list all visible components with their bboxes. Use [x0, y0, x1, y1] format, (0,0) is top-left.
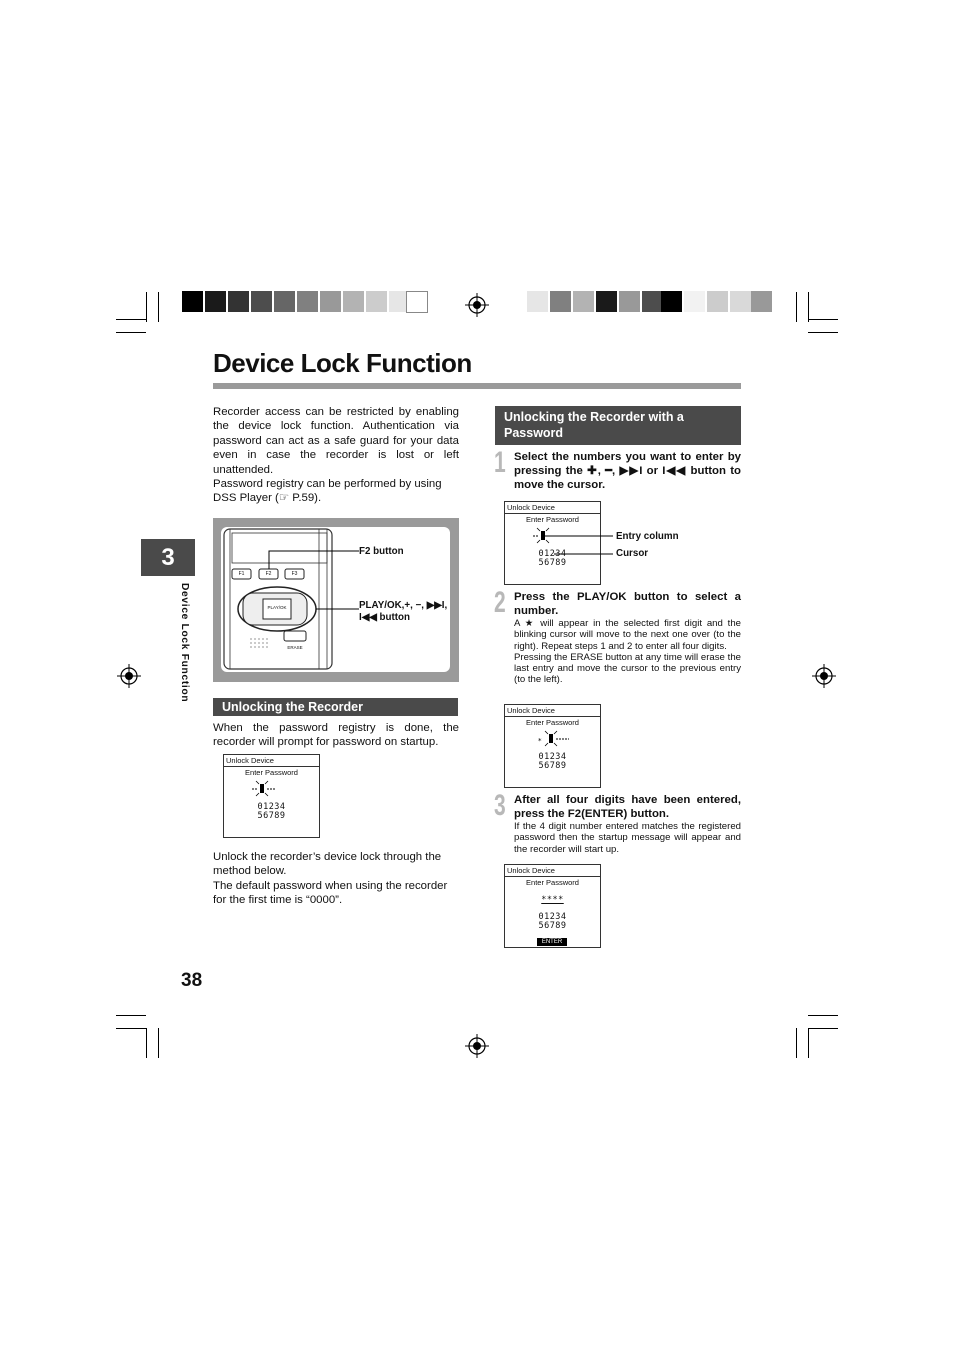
lcd-subtitle: Enter Password: [526, 515, 579, 524]
step-heading: Select the numbers you want to enter by pressing the ✚, ━, ▶▶I or I◀◀ button to move the cursor.: [514, 451, 741, 491]
crop-mark: [116, 1028, 146, 1029]
title-rule: [213, 383, 741, 389]
erase-button-label: ERASE: [287, 645, 303, 650]
lcd-enter-label: ENTER: [537, 938, 567, 946]
crop-mark: [808, 1028, 809, 1058]
lcd-subtitle: Enter Password: [245, 768, 298, 777]
lcd-title: Unlock Device: [505, 705, 600, 717]
crop-mark: [158, 1028, 159, 1058]
play-ok-callout: PLAY/OK,+, −, ▶▶I, I◀◀ button: [359, 600, 448, 623]
unlocking-with-password-header: [495, 406, 741, 445]
blinking-cursor-icon: [535, 730, 571, 748]
step-body: A ★ will appear in the selected first digit and the blinking cursor will move to the next one over (to the right). Repeat steps 1 and 2 to enter all four digits. Pressing the ERASE button at any time will erase the last entry and move the cursor to the previous entry (to the left).: [514, 618, 741, 686]
intro-paragraph: Password registry can be performed by using DSS Player (☞ P.59).: [213, 478, 442, 505]
intro-paragraph: Recorder access can be restricted by enabling the device lock function. Authentication via password can act as a safe guard for your data even in case the recorder is lost or left unattended.: [213, 406, 459, 476]
blinking-cursor-icon: [250, 780, 278, 798]
lcd-digits-row1: 01234: [538, 752, 567, 762]
step-number: 2: [494, 586, 506, 619]
unlocking-desc: When the password registry is done, the recorder will prompt for password on startup.: [213, 722, 459, 749]
svg-text:*: *: [538, 737, 542, 745]
section-title: Unlocking the Recorder with a Password: [504, 410, 684, 440]
step-body: If the 4 digit number entered matches the registered password then the startup message will appear and the recorder will start up.: [514, 821, 741, 855]
crop-mark: [796, 1028, 797, 1058]
unlocking-recorder-header: [213, 698, 458, 716]
crop-mark: [146, 292, 147, 322]
default-password-text: The default password when using the recorder for the first time is “0000”.: [213, 879, 448, 907]
lcd-title: Unlock Device: [505, 502, 600, 514]
lcd-digits-row1: 01234: [538, 912, 567, 922]
crop-mark: [808, 332, 838, 333]
entry-column-label: Entry column: [616, 531, 679, 542]
section-title: Unlocking the Recorder: [222, 700, 363, 714]
lcd-screen: [504, 864, 601, 948]
lcd-digits-row2: 56789: [538, 761, 567, 771]
intro-text: [213, 405, 459, 506]
lcd-subtitle: Enter Password: [526, 878, 579, 887]
recorder-diagram: [213, 518, 459, 682]
page-title: Device Lock Function: [213, 348, 472, 378]
lcd-digits-row2: 56789: [257, 811, 286, 821]
f2-button-callout: F2 button: [359, 546, 404, 557]
lcd-digits-row2: 56789: [538, 921, 567, 931]
registration-mark-icon: [117, 664, 141, 688]
crop-mark: [808, 319, 838, 320]
chapter-tab: 3: [141, 539, 195, 576]
lcd-digits-row1: 01234: [538, 549, 567, 559]
lcd-title: Unlock Device: [224, 755, 319, 767]
lcd-screen: [504, 704, 601, 788]
chapter-side-label: Device Lock Function: [179, 583, 190, 703]
unlocking-after-text: [213, 850, 459, 908]
step-heading: Press the PLAY/OK button to select a number.: [514, 591, 741, 617]
crop-mark: [158, 292, 159, 322]
lcd-entered-password: ****: [541, 895, 564, 905]
crop-mark: [808, 1028, 838, 1029]
lcd-subtitle: Enter Password: [526, 718, 579, 727]
crop-mark: [116, 1015, 146, 1016]
lcd-title: Unlock Device: [505, 865, 600, 877]
crop-mark: [808, 292, 809, 322]
f2-button-label: F2: [265, 571, 272, 577]
play-ok-button-label: PLAY/OK: [267, 605, 287, 610]
registration-mark-icon: [465, 293, 489, 317]
step-number: 1: [494, 446, 506, 479]
lcd-screen: [223, 754, 320, 838]
registration-mark-icon: [465, 1034, 489, 1058]
step-heading: After all four digits have been entered, press the F2(ENTER) button.: [514, 794, 741, 820]
crop-mark: [808, 1015, 838, 1016]
f1-button-label: F1: [238, 571, 245, 577]
f3-button-label: F3: [291, 571, 298, 577]
crop-mark: [116, 332, 146, 333]
cursor-label: Cursor: [616, 548, 649, 559]
callout-lines: [540, 530, 615, 560]
lcd-digits-row1: 01234: [257, 802, 286, 812]
crop-mark: [116, 319, 146, 320]
page-number: 38: [181, 970, 203, 991]
step-number: 3: [494, 789, 506, 822]
crop-mark: [796, 292, 797, 322]
lcd-digits-row2: 56789: [538, 558, 567, 568]
unlocking-method-text: Unlock the recorder’s device lock through the method below.: [213, 851, 442, 878]
crop-mark: [146, 1028, 147, 1058]
registration-mark-icon: [812, 664, 836, 688]
